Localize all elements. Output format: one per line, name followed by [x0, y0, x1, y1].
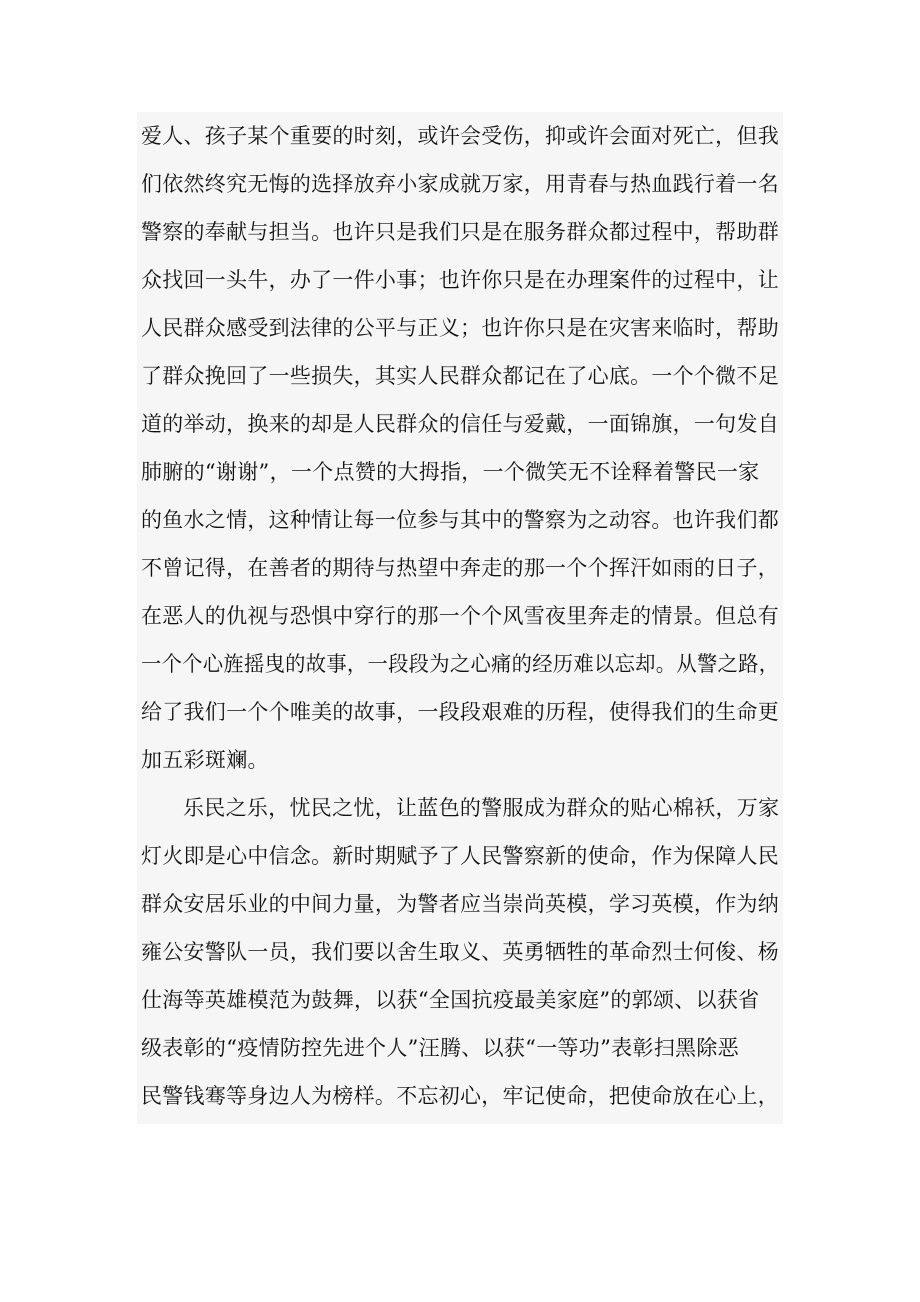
text-line-8: 肺腑的“谢谢”，一个点赞的大拇指，一个微笑无不诠释着警民一家	[141, 460, 760, 484]
text-line-21: 民警钱骞等身边人为榜样。不忘初心，牢记使命，把使命放在心上，	[141, 1084, 779, 1108]
text-line-15: 乐民之乐，忧民之忧，让蓝色的警服成为群众的贴心棉袄，万家	[183, 796, 780, 820]
text-line-18: 雍公安警队一员，我们要以舍生取义、英勇牺牲的革命烈士何俊、杨	[141, 940, 779, 964]
text-line-11: 在恶人的仇视与恐惧中穿行的那一个个风雪夜里奔走的情景。但总有	[141, 604, 779, 628]
text-line-9: 的鱼水之情，这种情让每一位参与其中的警察为之动容。也许我们都	[141, 508, 779, 532]
text-line-16: 灯火即是心中信念。新时期赋予了人民警察新的使命，作为保障人民	[141, 844, 779, 868]
text-line-10: 不曾记得，在善者的期待与热望中奔走的那一个个挥汗如雨的日子，	[141, 556, 779, 580]
text-line-5: 人民群众感受到法律的公平与正义；也许你只是在灾害来临时，帮助	[141, 316, 779, 340]
text-line-1: 爱人、孩子某个重要的时刻，或许会受伤，抑或许会面对死亡，但我	[141, 124, 779, 148]
text-line-4: 众找回一头牛，办了一件小事；也许你只是在办理案件的过程中，让	[141, 268, 779, 292]
text-line-17: 群众安居乐业的中间力量，为警者应当崇尚英模，学习英模，作为纳	[141, 892, 779, 916]
text-body	[137, 112, 783, 1124]
text-line-2: 们依然终究无悔的选择放弃小家成就万家，用青春与热血践行着一名	[141, 172, 779, 196]
text-line-20: 级表彰的“疫情防控先进个人”汪腾、以获“一等功”表彰扫黑除恶	[141, 1036, 739, 1060]
text-line-6: 了群众挽回了一些损失，其实人民群众都记在了心底。一个个微不足	[141, 364, 779, 388]
text-line-3: 警察的奉献与担当。也许只是我们只是在服务群众都过程中，帮助群	[141, 220, 779, 244]
text-line-12: 一个个心旌摇曳的故事，一段段为之心痛的经历难以忘却。从警之路，	[141, 652, 780, 676]
text-line-13: 给了我们一个个唯美的故事，一段段艰难的历程，使得我们的生命更	[141, 700, 779, 724]
text-line-19: 仕海等英雄模范为鼓舞，以获“全国抗疫最美家庭”的郭颂、以获省	[141, 988, 760, 1012]
text-line-14: 加五彩斑斓。	[141, 748, 269, 772]
text-line-7: 道的举动，换来的却是人民群众的信任与爱戴，一面锦旗，一句发自	[141, 412, 779, 436]
